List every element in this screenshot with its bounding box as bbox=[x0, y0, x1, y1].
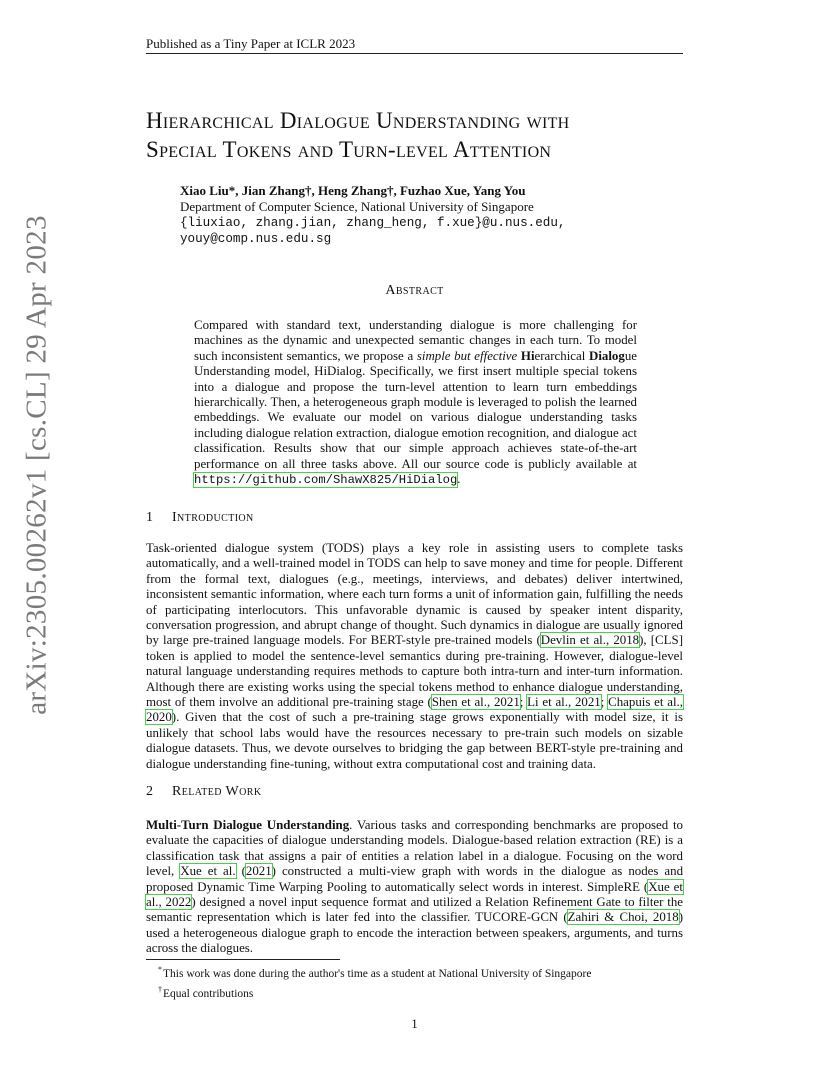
abstract-part-d: ue Understanding model, HiDialog. Specifically, we first insert multiple special tokens into a dialogue and propose the turn-level attention to learn turn embeddings hierarchically. Then, a heterogeneous graph module is leveraged to polish the learned embeddings. We evaluate our model on various dialogue understanding tasks including dialogue relation extraction, dialogue emotion recognition, and dialogue act classification. Results show that our simple approach achieves state-of-the-art performance on all three tasks above. All our source code is publicly available at bbox=[194, 348, 637, 471]
footnote-1-mark: * bbox=[158, 965, 162, 974]
abstract-part-e: . bbox=[457, 472, 461, 487]
footnotes bbox=[146, 962, 683, 1002]
footnote-2 bbox=[146, 982, 683, 1002]
related-part-4: ) used a heterogeneous dialogue graph to encode the interaction between speakers, arguments, and turns across the dialogues. bbox=[146, 910, 683, 956]
citation-separator-1: ; bbox=[519, 695, 528, 710]
related-part-1: . Various tasks and corresponding benchmarks are proposed to evaluate the capacities of dialogue understanding models. Dialogue-based relation extraction (RE) is a classification task that assigns a pair of entities a relation label in a dialogue. Focusing on the word level, bbox=[146, 818, 683, 879]
email-line-1: {liuxiao, zhang.jian, zhang_heng, f.xue}@u.nus.edu, bbox=[180, 216, 566, 230]
running-header: Published as a Tiny Paper at ICLR 2023 bbox=[146, 36, 356, 51]
paper-title bbox=[146, 106, 691, 164]
related-part-3: ) designed a novel input sequence format and utilized a Relation Refinement Gate to filter the semantic representation which is later fed into the classifier. TUCORE-GCN ( bbox=[146, 895, 683, 925]
footnote-2-mark: † bbox=[158, 984, 162, 994]
citation-xue-2021-sep: ( bbox=[235, 864, 246, 879]
arxiv-stamp-text: arXiv:2305.00262v1 [cs.CL] 29 Apr 2023 bbox=[20, 215, 53, 715]
abstract-emphasis: simple but effective bbox=[416, 348, 518, 363]
title-line-1: Hierarchical Dialogue Understanding with bbox=[146, 108, 570, 133]
intro-part-3: ). Given that the cost of such a pre-training stage grows exponentially with model size, it is unlikely that school labs would have the resources necessary to pre-train such models on sizable dialogue datasets. Thus, we devote ourselves to bridging the gap between BERT-style pre-training and dialogue understanding fine-tuning, without extra computational cost and training data. bbox=[146, 710, 683, 771]
footnote-1-text: This work was done during the author's time as a student at National University of Singapore bbox=[163, 967, 592, 980]
section-1-title: Introduction bbox=[172, 510, 254, 525]
citation-zahiri[interactable]: Zahiri & Choi, 2018 bbox=[567, 910, 679, 925]
citation-xue-2021-author[interactable]: Xue et al. bbox=[180, 864, 236, 879]
citation-xue-2022[interactable]: Xue et al., 2022 bbox=[146, 879, 683, 910]
email-line-2: youy@comp.nus.edu.sg bbox=[180, 232, 332, 246]
title-line-2: Special Tokens and Turn-level Attention bbox=[146, 137, 552, 162]
related-part-2: ) constructed a multi-view graph with words in the dialogue as nodes and proposed Dynamic Time Warping Pooling to automatically select words in interest. SimpleRE ( bbox=[146, 864, 684, 894]
section-2-number: 2 bbox=[146, 784, 154, 799]
citation-li[interactable]: Li et al., 2021 bbox=[527, 695, 601, 710]
abstract-heading: Abstract bbox=[385, 283, 444, 298]
footnote-1 bbox=[146, 962, 683, 982]
citation-separator-2: ; bbox=[600, 695, 609, 710]
intro-part-1: Task-oriented dialogue system (TODS) plays a key role in assisting users to complete tasks automatically, and a well-trained model in TODS can help to save money and time for people. Different from the formal text, dialogues (e.g., meetings, interviews, and debates) deliver intertwined, inconsistent semantic information, where each turn forms a unit of information gain, fulfilling the needs of participating interlocutors. This unfavorable dynamic is caused by speaker intent disparity, conversation progression, and abrupt change of thought. Such dynamics in dialogue are usually ignored by large pre-trained language models. For BERT-style pre-trained models ( bbox=[146, 541, 683, 648]
arxiv-side-stamp bbox=[12, 215, 62, 715]
author-block bbox=[180, 183, 680, 247]
section-related-work-heading bbox=[146, 784, 683, 800]
github-link[interactable]: https://github.com/ShawX825/HiDialog bbox=[194, 473, 458, 488]
related-work-paragraph bbox=[146, 818, 683, 957]
introduction-paragraph bbox=[146, 541, 683, 772]
citation-shen[interactable]: Shen et al., 2021 bbox=[431, 695, 520, 710]
intro-part-2: ), [CLS] token is applied to model the sentence-level semantics during pre-training. However, dialogue-level natural language understanding requires methods to capture both intra-turn and inter-turn information. Although there are existing works using the special tokens method to enhance dialogue understanding, most of them involve an additional pre-training stage ( bbox=[146, 633, 683, 710]
footnote-rule bbox=[146, 959, 340, 960]
citation-chapuis[interactable]: Chapuis et al., 2020 bbox=[146, 695, 683, 725]
section-2-title: Related Work bbox=[172, 784, 262, 799]
section-introduction-heading bbox=[146, 510, 683, 526]
citation-devlin[interactable]: Devlin et al., 2018 bbox=[540, 633, 640, 648]
section-1-number: 1 bbox=[146, 510, 154, 525]
abstract-part-c: erarchical bbox=[534, 348, 590, 363]
affiliation: Department of Computer Science, National University of Singapore bbox=[180, 199, 534, 214]
related-bold-lead: Multi-Turn Dialogue Understanding bbox=[146, 818, 350, 832]
author-names: Xiao Liu*, Jian Zhang†, Heng Zhang†, Fuzhao Xue, Yang You bbox=[180, 183, 526, 198]
abstract-bold-hi: Hi bbox=[520, 348, 535, 363]
header-rule bbox=[146, 53, 683, 54]
abstract-bold-dialog: Dialog bbox=[589, 348, 625, 363]
abstract-part-a: Compared with standard text, understanding dialogue is more challenging for machines as the dynamic and unexpected semantic changes in each turn. To model such inconsistent semantics, we propose a bbox=[194, 318, 637, 363]
abstract-text bbox=[194, 318, 637, 488]
citation-xue-2021-year[interactable]: 2021 bbox=[245, 864, 272, 879]
page-number: 1 bbox=[411, 1016, 418, 1031]
footnote-2-text: Equal contributions bbox=[163, 987, 254, 1000]
